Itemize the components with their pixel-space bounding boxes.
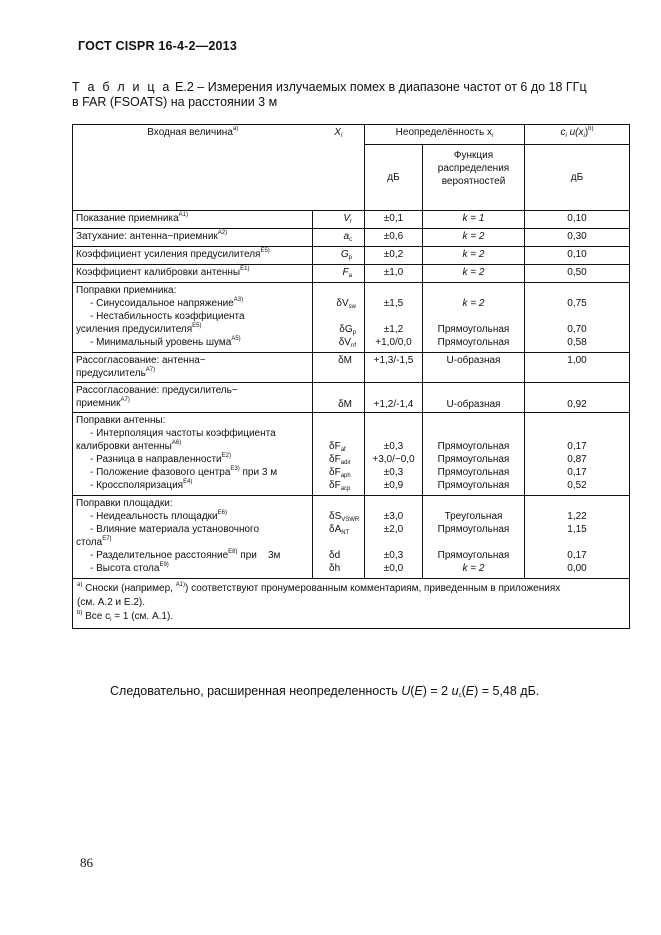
table-caption: [72, 80, 587, 110]
conclusion-text: Следовательно, расширенная неопределенность U(E) = 2 $u_c(E) = 5,48$ дБ.: [110, 684, 540, 699]
uncertainty-table: [72, 124, 630, 629]
header-input: Входная величина$^{а)}$: [73, 125, 313, 145]
note-a: $^{а)}$ Сноски (например, $^{А1)}$) соответствуют пронумерованным комментариям, приведенным в приложениях: [77, 582, 561, 594]
table-row: Коэффициент усиления предусилителя$^{Е5)}$ $G_p$ ±0,2 k = 2 0,10: [73, 247, 630, 265]
caption-line2: в FAR (FSOATS) на расстоянии 3 м: [72, 95, 278, 109]
header-distribution: Функция распределения вероятностей: [423, 145, 525, 211]
note-b: $^{b)}$ Все $c_i = 1$ (см. А.1).: [77, 610, 174, 623]
table-row-site-corrections: Поправки площадки: - Неидеальность площадки$^{Е6)}$ - Влияние материала установочного стола$^{Е7)}$ - Разделительное расстояние$^{Е8)}$ при 3м - Высота стола$^{Е9)}$ $\delta S_{VSWR}$ $\delta A_{NT}$ δd δh ±3,0 ±2,0 ±0,3 ±0,0 Треугольная Прямоугольная Прямоугольная k = 2 1,22 1,15 0,17 0,00: [73, 496, 630, 579]
table-row-receiver-corrections: Поправки приемника: - Синусоидальное напряжение$^{А3)}$ - Нестабильность коэффициента усиления предусилителя$^{Е5)}$ - Минимальный уровень шума$^{А5)}$ $\delta V_{sw}$ $\delta G_p$ $\delta V_{nf}$ ±1,5 ±1,2 +1,0/0,0 k = 2 Прямоугольная Прямоугольная 0,75 0,70 0,58: [73, 283, 630, 353]
document-header: ГОСТ CISPR 16-4-2—2013: [78, 39, 237, 53]
table-subheader-row: [73, 145, 630, 211]
page-number: 86: [80, 855, 93, 870]
table-row: Показание приемника$^{А1)}$ $V_r$ ±0,1 k = 1 0,10: [73, 211, 630, 229]
caption-line1: Е.2 – Измерения излучаемых помех в диапазоне частот от 6 до 18 ГГц: [171, 80, 587, 94]
table-row-antenna-corrections: Поправки антенны: - Интерполяция частоты коэффициента калибровки антенны$^{А6)}$ - Разница в направленности$^{Е2)}$ - Положение фазового центра$^{Е3)}$ при 3 м - Кроссполяризация$^{Е4)}$ $\delta F_{af}$ $\delta F_{adir}$ $\delta F_{aph}$ $\delta F_{acp}$ ±0,3 +3,0/−0,0 ±0,3 ±0,9 Прямоугольная Прямоугольная Прямоугольная Прямоугольная 0,17 0,87 0,17 0,52: [73, 413, 630, 496]
table-row-mismatch-receiver: Рассогласование: предусилитель− приемник$^{А7)}$ δM +1,2/-1,4 U-образная 0,92: [73, 383, 630, 413]
table-row: Затухание: антенна−приемник$^{А2)}$ $a_c$ ±0,6 k = 2 0,30: [73, 229, 630, 247]
header-ci-u: $c_i$ $u(x_i)^{b)}$: [525, 125, 630, 145]
caption-label: Т а б л и ц а: [72, 80, 172, 94]
header-db-2: дБ: [525, 145, 630, 211]
table-row-mismatch-antenna: Рассогласование: антенна− предусилитель$^{А7)}$ δM +1,3/-1,5 U-образная 1,00: [73, 353, 630, 383]
header-uncertainty: Неопределённость $x_i$: [365, 125, 525, 145]
table-header-row: [73, 125, 630, 145]
header-xi: $X_i$: [313, 125, 365, 145]
header-db-1: дБ: [365, 145, 423, 211]
table-row: Коэффициент калибровки антенны$^{Е1)}$ $F_a$ ±1,0 k = 2 0,50: [73, 265, 630, 283]
table-notes: $^{а)}$ Сноски (например, $^{А1)}$) соответствуют пронумерованным комментариям, приведенным в приложениях (см. А.2 и Е.2). $^{b)}$ Все $c_i = 1$ (см. А.1).: [73, 579, 630, 629]
